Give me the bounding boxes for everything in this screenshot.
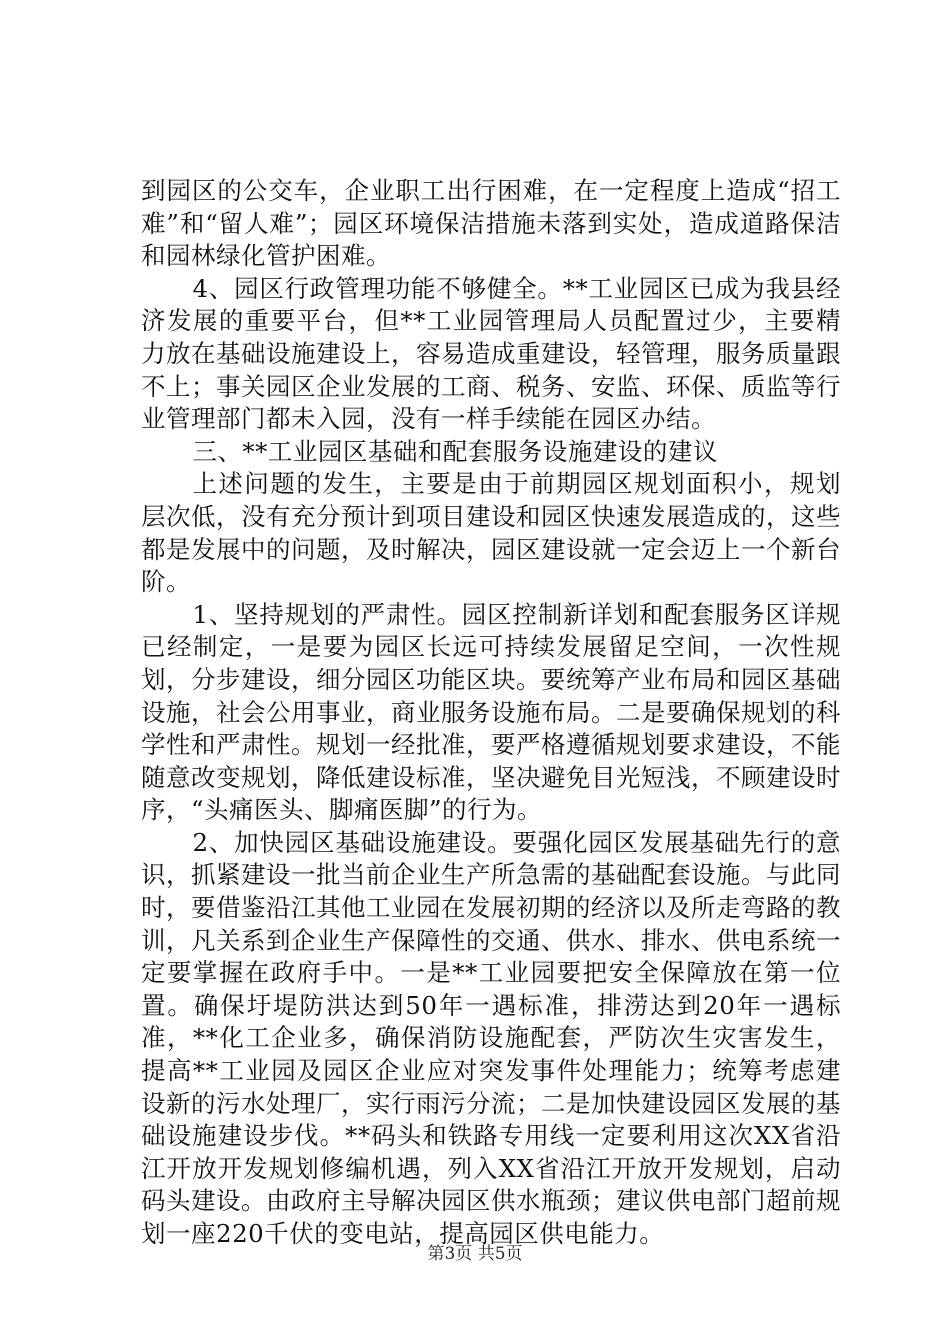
paragraph-planning: 1、坚持规划的严肃性。园区控制新详划和配套服务区详规已经制定，一是要为园区长远可持续发展留足空间，一次性规划，分步建设，细分园区功能区块。要统筹产业布局和园区基础设施，社会公用事业，商业服务设施布局。二是要确保规划的科学性和严肃性。规划一经批准，要严格遵循规划要求建设，不能随意改变规划，降低建设标准，坚决避免目光短浅，不顾建设时序，“头痛医头、脚痛医脚”的行为。 — [141, 599, 841, 825]
section-heading-suggestions: 三、**工业园区基础和配套服务设施建设的建议 — [192, 436, 718, 466]
paragraph-problem-causes: 上述问题的发生，主要是由于前期园区规划面积小，规划层次低，没有充分预计到项目建设和园区快速发展造成的，这些都是发展中的问题，及时解决，园区建设就一定会迈上一个新台阶。 — [141, 469, 841, 597]
document-body — [141, 175, 841, 1251]
page-footer: 第3页 共5页 — [427, 1244, 523, 1264]
paragraph-infrastructure: 2、加快园区基础设施建设。要强化园区发展基础先行的意识，抓紧建设一批当前企业生产所急需的基础配套设施。与此同时，要借鉴沿江其他工业园在发展初期的经济以及所走弯路的教训，凡关系到企业生产保障性的交通、供水、排水、供电系统一定要掌握在政府手中。一是**工业园要把安全保障放在第一位置。确保圩堤防洪达到50年一遇标准，排涝达到20年一遇标准，**化工企业多，确保消防设施配套，严防次生灾害发生，提高**工业园及园区企业应对突发事件处理能力；统筹考虑建设新的污水处理厂，实行雨污分流；二是加快建设园区发展的基础设施建设步伐。**码头和铁路专用线一定要利用这次XX省沿江开放开发规划修编机遇，列入XX省沿江开放开发规划，启动码头建设。由政府主导解决园区供水瓶颈；建议供电部门超前规划一座220千伏的变电站，提高园区供电能力。 — [141, 827, 841, 1248]
paragraph-continuation: 到园区的公交车，企业职工出行困难，在一定程度上造成“招工难”和“留人难”；园区环境保洁措施未落到实处，造成道路保洁和园林绿化管护困难。 — [141, 176, 841, 271]
paragraph-admin-management: 4、园区行政管理功能不够健全。**工业园区已成为我县经济发展的重要平台，但**工业园管理局人员配置过少，主要精力放在基础设施建设上，容易造成重建设，轻管理，服务质量跟不上；事关园区企业发展的工商、税务、安监、环保、质监等行业管理部门都未入园，没有一样手续能在园区办结。 — [141, 273, 841, 434]
